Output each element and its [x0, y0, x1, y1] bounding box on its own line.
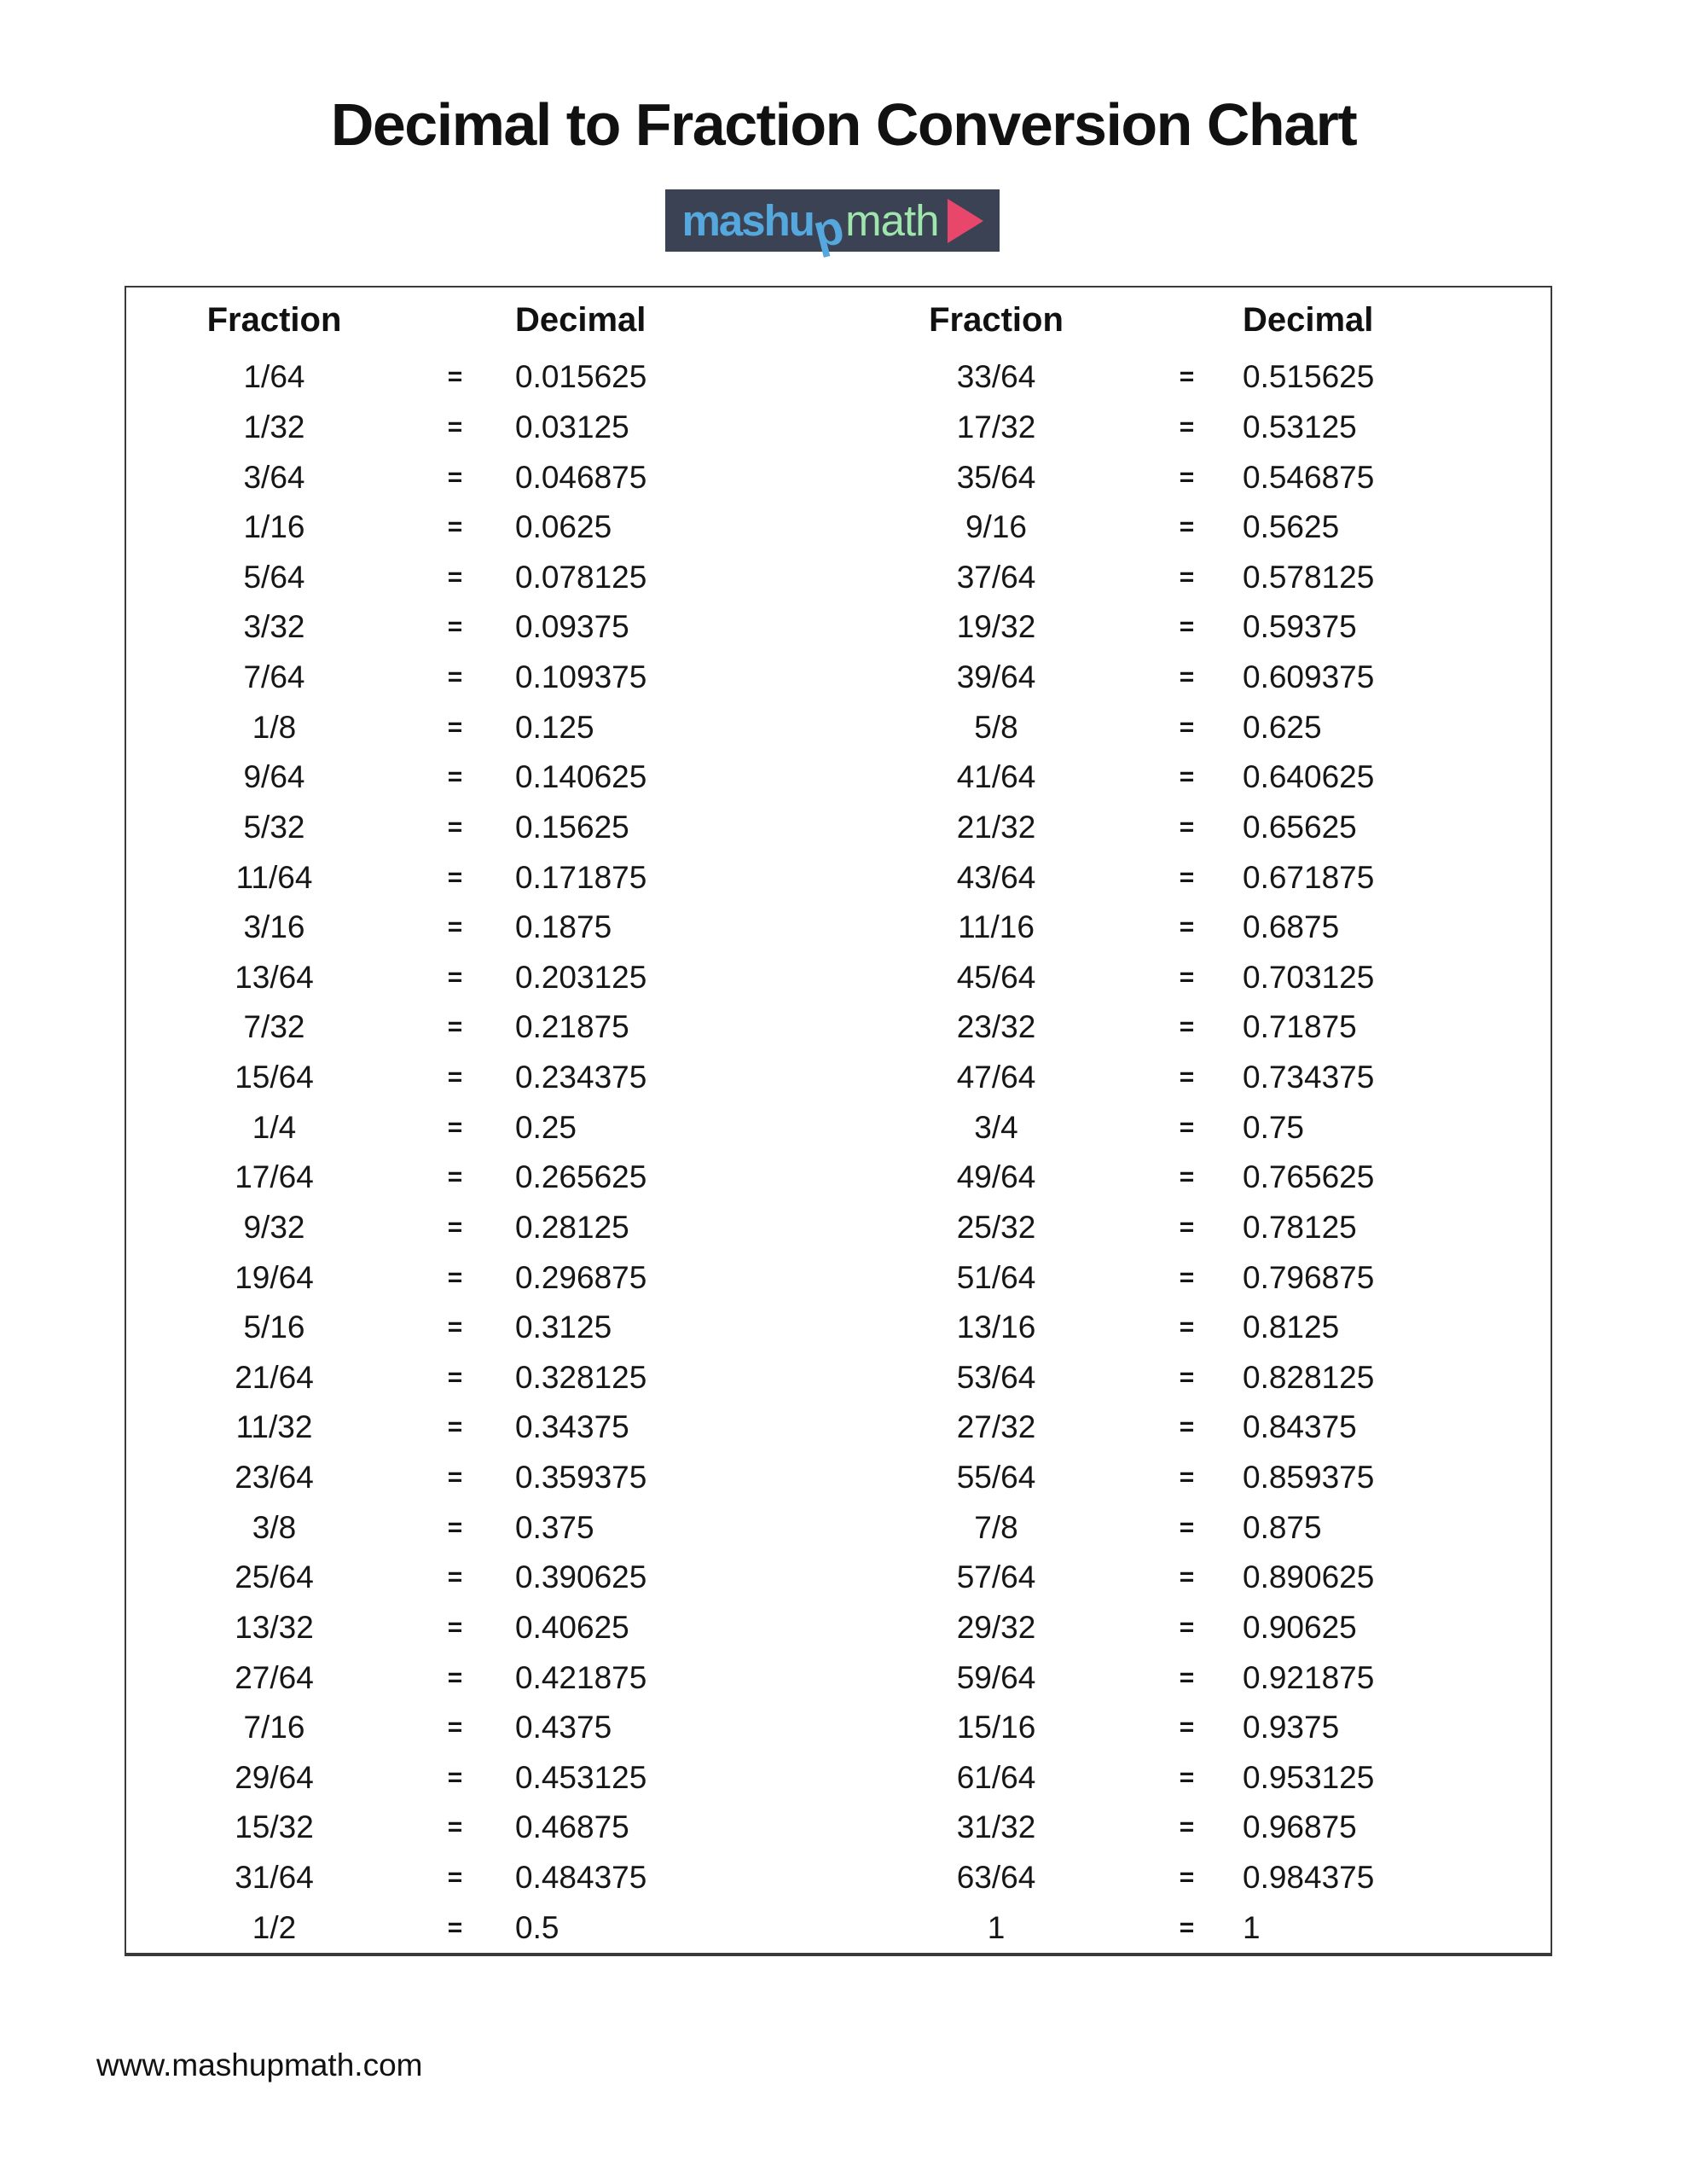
fraction-cell-right: 29/32	[956, 1609, 1036, 1645]
logo-text-math: math	[845, 196, 939, 245]
table-row	[126, 452, 1551, 502]
fraction-cell-left: 7/32	[243, 1009, 305, 1045]
fraction-cell-right: 49/64	[956, 1159, 1036, 1195]
decimal-cell-right: 0.671875	[1243, 859, 1375, 895]
fraction-cell-right: 35/64	[956, 459, 1036, 495]
fraction-cell-left: 21/64	[235, 1359, 314, 1395]
decimal-cell-right: 0.921875	[1243, 1659, 1375, 1695]
fraction-cell-left: 5/32	[243, 809, 305, 845]
equals-sign-left: =	[447, 1863, 463, 1892]
decimal-cell-left: 0.265625	[515, 1159, 647, 1195]
table-row	[126, 602, 1551, 653]
decimal-cell-right: 0.796875	[1243, 1259, 1375, 1295]
fraction-cell-right: 7/8	[974, 1509, 1018, 1545]
equals-sign-left: =	[447, 913, 463, 942]
fraction-cell-right: 15/16	[956, 1710, 1036, 1745]
decimal-cell-right: 0.828125	[1243, 1359, 1375, 1395]
table-row	[126, 1603, 1551, 1653]
decimal-cell-right: 0.75	[1243, 1109, 1305, 1145]
fraction-cell-left: 3/16	[243, 909, 305, 945]
play-triangle-icon	[948, 199, 983, 243]
decimal-cell-right: 0.96875	[1243, 1809, 1357, 1845]
table-row	[126, 1002, 1551, 1053]
fraction-cell-left: 9/64	[243, 759, 305, 795]
equals-sign-right: =	[1179, 363, 1195, 392]
fraction-cell-left: 13/32	[235, 1609, 314, 1645]
equals-sign-right: =	[1179, 913, 1195, 942]
equals-sign-left: =	[447, 462, 463, 491]
equals-sign-right: =	[1179, 562, 1195, 591]
equals-sign-left: =	[447, 412, 463, 441]
decimal-cell-right: 0.6875	[1243, 909, 1340, 945]
equals-sign-right: =	[1179, 462, 1195, 491]
decimal-cell-left: 0.046875	[515, 459, 647, 495]
equals-sign-left: =	[447, 1013, 463, 1042]
fraction-cell-left: 31/64	[235, 1860, 314, 1896]
fraction-cell-left: 1/8	[252, 709, 297, 745]
decimal-cell-left: 0.03125	[515, 409, 629, 444]
equals-sign-left: =	[447, 1563, 463, 1592]
decimal-cell-left: 0.484375	[515, 1860, 647, 1896]
fraction-cell-left: 7/64	[243, 659, 305, 695]
fraction-cell-right: 51/64	[956, 1259, 1036, 1295]
decimal-cell-left: 0.5	[515, 1909, 559, 1945]
fraction-cell-left: 11/64	[235, 859, 313, 895]
fraction-cell-right: 19/32	[956, 609, 1036, 645]
decimal-cell-left: 0.40625	[515, 1609, 629, 1645]
table-row	[126, 1902, 1551, 1953]
fraction-cell-right: 25/32	[956, 1209, 1036, 1245]
fraction-cell-left: 5/16	[243, 1310, 305, 1345]
equals-sign-right: =	[1179, 1463, 1195, 1492]
decimal-cell-left: 0.34375	[515, 1409, 629, 1445]
table-row	[126, 1353, 1551, 1403]
fraction-cell-left: 7/16	[243, 1710, 305, 1745]
column-header-decimal-right: Decimal	[1243, 300, 1374, 339]
table-row	[126, 1252, 1551, 1303]
fraction-cell-left: 1/16	[243, 509, 305, 545]
equals-sign-left: =	[447, 1913, 463, 1942]
equals-sign-right: =	[1179, 1313, 1195, 1342]
equals-sign-right: =	[1179, 1513, 1195, 1542]
equals-sign-left: =	[447, 763, 463, 792]
table-row	[126, 1853, 1551, 1903]
equals-sign-left: =	[447, 1112, 463, 1141]
equals-sign-left: =	[447, 1362, 463, 1391]
table-row	[126, 403, 1551, 453]
equals-sign-left: =	[447, 1763, 463, 1792]
fraction-cell-left: 5/64	[243, 559, 305, 595]
table-row	[126, 903, 1551, 953]
fraction-cell-right: 31/32	[956, 1809, 1036, 1845]
equals-sign-right: =	[1179, 1863, 1195, 1892]
decimal-cell-left: 0.125	[515, 709, 594, 745]
decimal-cell-left: 0.3125	[515, 1310, 612, 1345]
fraction-cell-left: 19/64	[235, 1259, 314, 1295]
equals-sign-left: =	[447, 812, 463, 841]
fraction-cell-right: 43/64	[956, 859, 1036, 895]
decimal-cell-right: 0.84375	[1243, 1409, 1357, 1445]
fraction-cell-left: 1/64	[243, 359, 305, 395]
fraction-cell-right: 63/64	[956, 1860, 1036, 1896]
decimal-cell-right: 0.90625	[1243, 1609, 1357, 1645]
decimal-cell-right: 0.765625	[1243, 1159, 1375, 1195]
decimal-cell-left: 0.078125	[515, 559, 647, 595]
decimal-cell-left: 0.359375	[515, 1460, 647, 1496]
decimal-cell-left: 0.171875	[515, 859, 647, 895]
fraction-cell-right: 13/16	[956, 1310, 1036, 1345]
conversion-table	[125, 286, 1552, 1956]
decimal-cell-right: 0.71875	[1243, 1009, 1357, 1045]
fraction-cell-left: 3/32	[243, 609, 305, 645]
equals-sign-left: =	[447, 1463, 463, 1492]
table-row	[126, 953, 1551, 1003]
equals-sign-right: =	[1179, 763, 1195, 792]
fraction-cell-right: 45/64	[956, 959, 1036, 995]
table-row	[126, 1102, 1551, 1153]
fraction-cell-left: 1/4	[252, 1109, 297, 1145]
decimal-cell-right: 0.859375	[1243, 1460, 1375, 1496]
decimal-cell-left: 0.375	[515, 1509, 594, 1545]
table-row	[126, 1453, 1551, 1503]
equals-sign-left: =	[447, 1263, 463, 1292]
decimal-cell-left: 0.234375	[515, 1060, 647, 1095]
equals-sign-left: =	[447, 513, 463, 542]
equals-sign-left: =	[447, 962, 463, 991]
decimal-cell-right: 0.609375	[1243, 659, 1375, 695]
equals-sign-left: =	[447, 1313, 463, 1342]
table-row	[126, 1502, 1551, 1553]
page-title: Decimal to Fraction Conversion Chart	[330, 91, 1357, 158]
equals-sign-right: =	[1179, 1212, 1195, 1241]
decimal-cell-left: 0.328125	[515, 1359, 647, 1395]
decimal-cell-left: 0.140625	[515, 759, 647, 795]
equals-sign-right: =	[1179, 712, 1195, 741]
fraction-cell-left: 17/64	[235, 1159, 314, 1195]
table-row	[126, 1753, 1551, 1804]
fraction-cell-right: 37/64	[956, 559, 1036, 595]
decimal-cell-left: 0.421875	[515, 1659, 647, 1695]
decimal-cell-left: 0.4375	[515, 1710, 612, 1745]
decimal-cell-left: 0.109375	[515, 659, 647, 695]
decimal-cell-right: 0.734375	[1243, 1060, 1375, 1095]
equals-sign-left: =	[447, 1413, 463, 1442]
decimal-cell-right: 0.515625	[1243, 359, 1375, 395]
decimal-cell-left: 0.28125	[515, 1209, 629, 1245]
equals-sign-left: =	[447, 1513, 463, 1542]
fraction-cell-right: 47/64	[956, 1060, 1036, 1095]
equals-sign-left: =	[447, 1713, 463, 1742]
fraction-cell-left: 3/64	[243, 459, 305, 495]
equals-sign-right: =	[1179, 1612, 1195, 1641]
fraction-cell-right: 23/32	[956, 1009, 1036, 1045]
equals-sign-right: =	[1179, 1013, 1195, 1042]
table-row	[126, 1053, 1551, 1103]
fraction-cell-right: 61/64	[956, 1759, 1036, 1795]
decimal-cell-right: 1	[1243, 1909, 1261, 1945]
fraction-cell-right: 21/32	[956, 809, 1036, 845]
decimal-cell-right: 0.9375	[1243, 1710, 1340, 1745]
equals-sign-right: =	[1179, 1413, 1195, 1442]
column-header-fraction-left: Fraction	[206, 300, 342, 339]
decimal-cell-left: 0.203125	[515, 959, 647, 995]
equals-sign-right: =	[1179, 412, 1195, 441]
equals-sign-right: =	[1179, 1563, 1195, 1592]
fraction-cell-left: 1/32	[243, 409, 305, 444]
table-row	[126, 803, 1551, 853]
equals-sign-right: =	[1179, 1163, 1195, 1192]
equals-sign-right: =	[1179, 1663, 1195, 1692]
fraction-cell-right: 3/4	[974, 1109, 1018, 1145]
decimal-cell-left: 0.296875	[515, 1259, 647, 1295]
equals-sign-left: =	[447, 863, 463, 892]
fraction-cell-right: 33/64	[956, 359, 1036, 395]
fraction-cell-left: 25/64	[235, 1560, 314, 1595]
fraction-cell-left: 9/32	[243, 1209, 305, 1245]
decimal-cell-right: 0.546875	[1243, 459, 1375, 495]
equals-sign-right: =	[1179, 1063, 1195, 1092]
mashupmath-logo	[665, 189, 1000, 259]
fraction-cell-left: 23/64	[235, 1460, 314, 1496]
logo-text-mashu: mashu	[681, 196, 814, 245]
table-row	[126, 852, 1551, 903]
equals-sign-right: =	[1179, 1263, 1195, 1292]
fraction-cell-right: 59/64	[956, 1659, 1036, 1695]
fraction-cell-right: 1	[987, 1909, 1006, 1945]
decimal-cell-left: 0.21875	[515, 1009, 629, 1045]
fraction-cell-left: 11/32	[235, 1409, 313, 1445]
decimal-cell-right: 0.625	[1243, 709, 1322, 745]
equals-sign-right: =	[1179, 1112, 1195, 1141]
equals-sign-right: =	[1179, 812, 1195, 841]
table-row	[126, 502, 1551, 553]
table-header-row	[126, 288, 1551, 352]
logo-text-p: p	[807, 199, 849, 259]
equals-sign-right: =	[1179, 1913, 1195, 1942]
table-row	[126, 653, 1551, 703]
decimal-cell-right: 0.578125	[1243, 559, 1375, 595]
equals-sign-left: =	[447, 562, 463, 591]
decimal-cell-right: 0.640625	[1243, 759, 1375, 795]
equals-sign-left: =	[447, 1163, 463, 1192]
equals-sign-left: =	[447, 712, 463, 741]
fraction-cell-right: 27/32	[956, 1409, 1036, 1445]
table-row	[126, 752, 1551, 803]
decimal-cell-right: 0.953125	[1243, 1759, 1375, 1795]
equals-sign-left: =	[447, 613, 463, 642]
table-row	[126, 1403, 1551, 1453]
equals-sign-right: =	[1179, 613, 1195, 642]
fraction-cell-right: 41/64	[956, 759, 1036, 795]
fraction-cell-left: 15/64	[235, 1060, 314, 1095]
fraction-cell-right: 55/64	[956, 1460, 1036, 1496]
equals-sign-right: =	[1179, 1813, 1195, 1842]
website-url: www.mashupmath.com	[96, 2048, 423, 2082]
decimal-cell-left: 0.390625	[515, 1560, 647, 1595]
equals-sign-right: =	[1179, 962, 1195, 991]
table-row	[126, 1153, 1551, 1203]
equals-sign-right: =	[1179, 1362, 1195, 1391]
equals-sign-left: =	[447, 663, 463, 692]
decimal-cell-left: 0.1875	[515, 909, 612, 945]
table-body	[126, 352, 1551, 1953]
fraction-cell-right: 5/8	[974, 709, 1018, 745]
fraction-cell-left: 27/64	[235, 1659, 314, 1695]
decimal-cell-left: 0.09375	[515, 609, 629, 645]
decimal-cell-right: 0.703125	[1243, 959, 1375, 995]
table-row	[126, 1553, 1551, 1603]
fraction-cell-left: 29/64	[235, 1759, 314, 1795]
decimal-cell-left: 0.0625	[515, 509, 612, 545]
table-row	[126, 1653, 1551, 1703]
decimal-cell-right: 0.5625	[1243, 509, 1340, 545]
decimal-cell-right: 0.890625	[1243, 1560, 1375, 1595]
fraction-cell-left: 13/64	[235, 959, 314, 995]
table-row	[126, 1803, 1551, 1853]
fraction-cell-right: 57/64	[956, 1560, 1036, 1595]
equals-sign-left: =	[447, 1663, 463, 1692]
table-row	[126, 1703, 1551, 1753]
equals-sign-right: =	[1179, 1763, 1195, 1792]
table-row	[126, 702, 1551, 752]
fraction-cell-left: 3/8	[252, 1509, 297, 1545]
equals-sign-right: =	[1179, 663, 1195, 692]
fraction-cell-right: 39/64	[956, 659, 1036, 695]
column-header-decimal-left: Decimal	[515, 300, 646, 339]
equals-sign-left: =	[447, 1063, 463, 1092]
equals-sign-right: =	[1179, 1713, 1195, 1742]
decimal-cell-right: 0.78125	[1243, 1209, 1357, 1245]
decimal-cell-right: 0.65625	[1243, 809, 1357, 845]
table-row	[126, 553, 1551, 603]
equals-sign-left: =	[447, 1813, 463, 1842]
decimal-cell-left: 0.46875	[515, 1809, 629, 1845]
column-header-fraction-right: Fraction	[929, 300, 1064, 339]
fraction-cell-right: 9/16	[965, 509, 1027, 545]
decimal-cell-left: 0.25	[515, 1109, 577, 1145]
fraction-cell-right: 11/16	[958, 909, 1035, 945]
equals-sign-left: =	[447, 363, 463, 392]
fraction-cell-right: 17/32	[956, 409, 1036, 444]
decimal-cell-right: 0.8125	[1243, 1310, 1340, 1345]
decimal-cell-right: 0.875	[1243, 1509, 1322, 1545]
decimal-cell-right: 0.59375	[1243, 609, 1357, 645]
equals-sign-left: =	[447, 1212, 463, 1241]
decimal-cell-right: 0.984375	[1243, 1860, 1375, 1896]
equals-sign-left: =	[447, 1612, 463, 1641]
fraction-cell-left: 1/2	[252, 1909, 297, 1945]
equals-sign-right: =	[1179, 863, 1195, 892]
table-row	[126, 1203, 1551, 1253]
fraction-cell-right: 53/64	[956, 1359, 1036, 1395]
decimal-cell-left: 0.453125	[515, 1759, 647, 1795]
fraction-cell-left: 15/32	[235, 1809, 314, 1845]
table-row	[126, 352, 1551, 403]
decimal-cell-right: 0.53125	[1243, 409, 1357, 444]
equals-sign-right: =	[1179, 513, 1195, 542]
table-row	[126, 1303, 1551, 1353]
decimal-cell-left: 0.015625	[515, 359, 647, 395]
decimal-cell-left: 0.15625	[515, 809, 629, 845]
